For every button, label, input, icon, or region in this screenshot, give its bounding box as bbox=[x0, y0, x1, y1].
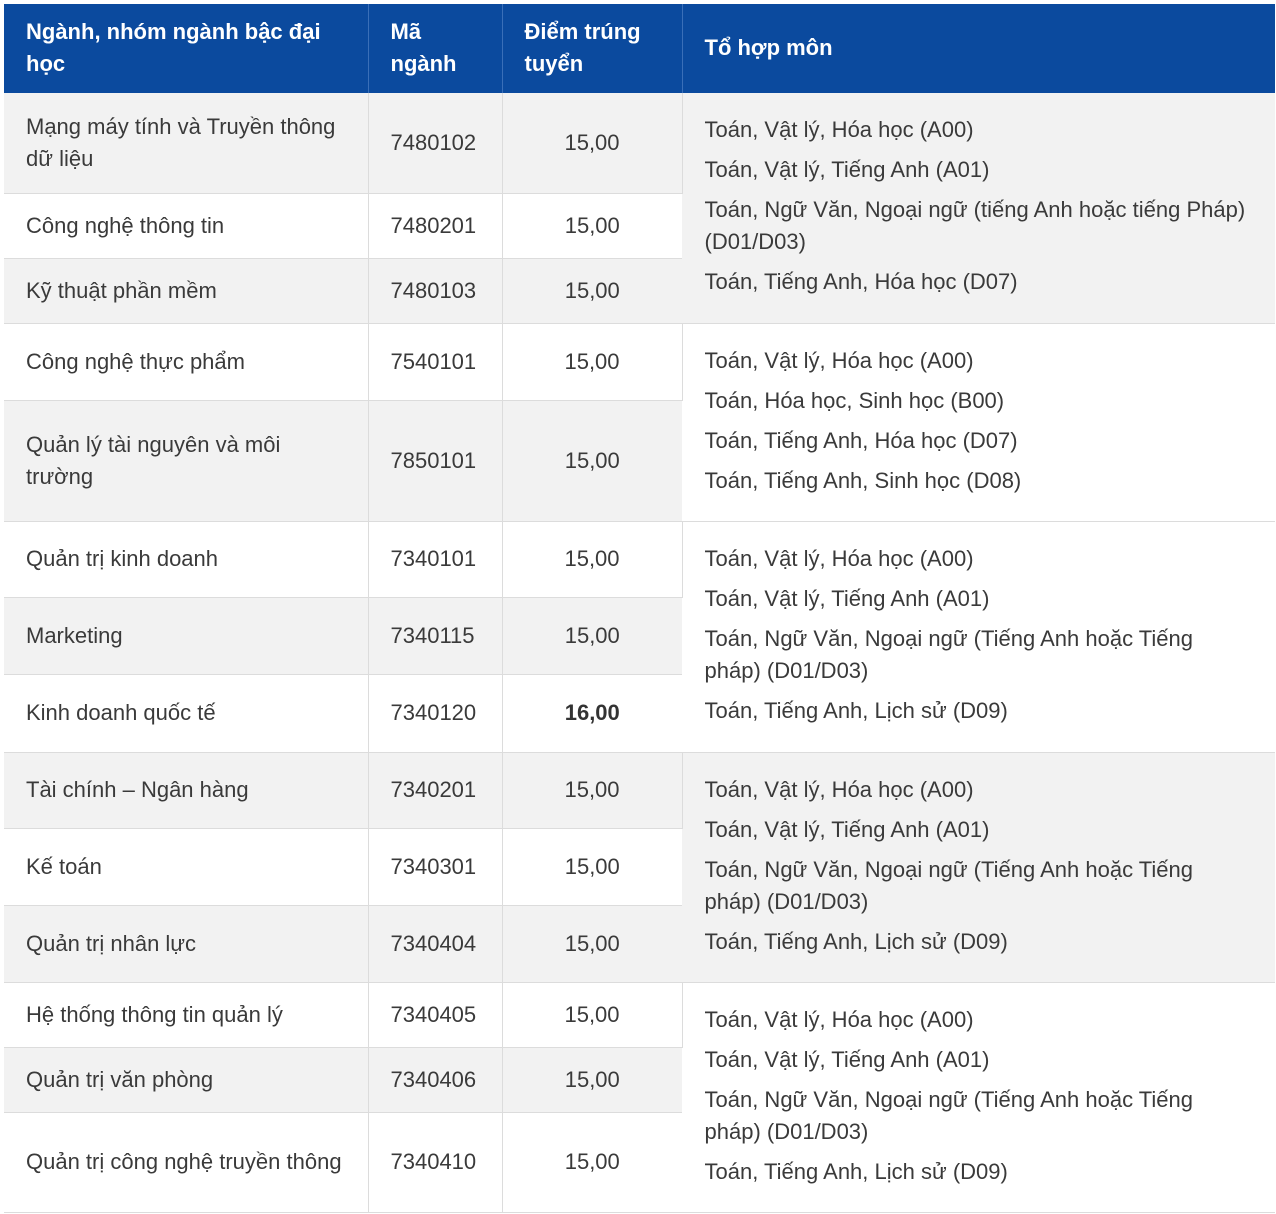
major-score: 15,00 bbox=[502, 258, 682, 323]
table-row bbox=[4, 982, 1275, 1047]
combo-item: Toán, Ngữ Văn, Ngoại ngữ (Tiếng Anh hoặc Tiếng pháp) (D01/D03) bbox=[704, 626, 1194, 683]
combo-item: Toán, Vật lý, Hóa học (A00) bbox=[704, 546, 974, 571]
subject-combinations bbox=[682, 752, 1275, 982]
combo-item: Toán, Vật lý, Tiếng Anh (A01) bbox=[704, 1046, 990, 1072]
combo-item: Toán, Vật lý, Hóa học (A00) bbox=[704, 117, 974, 143]
combo-item: Toán, Vật lý, Tiếng Anh (A01) bbox=[704, 157, 990, 183]
major-code: 7340201 bbox=[368, 752, 502, 828]
major-name: Marketing bbox=[4, 597, 368, 674]
combo-item: Toán, Tiếng Anh, Sinh học (D08) bbox=[704, 467, 1022, 493]
header-major: Ngành, nhóm ngành bậc đại học bbox=[4, 4, 368, 93]
table-body bbox=[4, 93, 1275, 1212]
major-score: 15,00 bbox=[502, 521, 682, 597]
table-header bbox=[4, 4, 1275, 93]
major-name: Quản trị nhân lực bbox=[4, 905, 368, 982]
combo-item: Toán, Vật lý, Hóa học (A00) bbox=[704, 1006, 974, 1032]
major-name: Kế toán bbox=[4, 828, 368, 905]
major-code: 7340115 bbox=[368, 597, 502, 674]
major-score: 15,00 bbox=[502, 400, 682, 521]
major-name: Hệ thống thông tin quản lý bbox=[4, 982, 368, 1047]
major-code: 7340406 bbox=[368, 1047, 502, 1112]
major-score: 15,00 bbox=[502, 828, 682, 905]
major-code: 7540101 bbox=[368, 323, 502, 400]
major-name: Công nghệ thông tin bbox=[4, 193, 368, 258]
major-code: 7340101 bbox=[368, 521, 502, 597]
major-score: 15,00 bbox=[502, 323, 682, 400]
major-code: 7340120 bbox=[368, 674, 502, 752]
header-code: Mã ngành bbox=[368, 4, 502, 93]
combo-item: Toán, Vật lý, Hóa học (A00) bbox=[704, 347, 974, 373]
subject-combinations bbox=[682, 982, 1275, 1212]
combo-item: Toán, Ngữ Văn, Ngoại ngữ (Tiếng Anh hoặc Tiếng pháp) (D01/D03) bbox=[704, 1086, 1194, 1144]
combo-item: Toán, Vật lý, Tiếng Anh (A01) bbox=[704, 586, 990, 611]
table-row bbox=[4, 752, 1275, 828]
major-code: 7340301 bbox=[368, 828, 502, 905]
combo-item: Toán, Tiếng Anh, Hóa học (D07) bbox=[704, 269, 1018, 295]
combo-item: Toán, Tiếng Anh, Lịch sử (D09) bbox=[704, 1158, 1008, 1184]
major-name: Quản trị kinh doanh bbox=[4, 521, 368, 597]
table-row bbox=[4, 323, 1275, 400]
admission-table-container bbox=[4, 4, 1275, 1213]
major-name: Kỹ thuật phần mềm bbox=[4, 258, 368, 323]
admission-scores-table bbox=[4, 4, 1275, 1213]
combo-item: Toán, Vật lý, Hóa học (A00) bbox=[704, 776, 974, 802]
major-code: 7340404 bbox=[368, 905, 502, 982]
table-row bbox=[4, 93, 1275, 193]
major-score: 15,00 bbox=[502, 1047, 682, 1112]
combo-item: Toán, Tiếng Anh, Lịch sử (D09) bbox=[704, 698, 1008, 723]
subject-combinations bbox=[682, 323, 1275, 521]
major-name: Tài chính – Ngân hàng bbox=[4, 752, 368, 828]
combo-item: Toán, Tiếng Anh, Hóa học (D07) bbox=[704, 427, 1018, 453]
major-score: 15,00 bbox=[502, 752, 682, 828]
major-name: Quản lý tài nguyên và môi trường bbox=[4, 400, 368, 521]
major-code: 7480103 bbox=[368, 258, 502, 323]
header-score: Điểm trúng tuyển bbox=[502, 4, 682, 93]
major-score: 15,00 bbox=[502, 193, 682, 258]
subject-combinations bbox=[682, 521, 1275, 752]
major-name: Mạng máy tính và Truyền thông dữ liệu bbox=[4, 93, 368, 193]
major-code: 7340410 bbox=[368, 1112, 502, 1212]
combo-item: Toán, Ngữ Văn, Ngoại ngữ (tiếng Anh hoặc tiếng Pháp) (D01/D03) bbox=[704, 197, 1246, 255]
major-score: 15,00 bbox=[502, 1112, 682, 1212]
major-code: 7850101 bbox=[368, 400, 502, 521]
table-row bbox=[4, 521, 1275, 597]
header-combo: Tổ hợp môn bbox=[682, 4, 1275, 93]
major-score: 15,00 bbox=[502, 93, 682, 193]
major-score: 15,00 bbox=[502, 597, 682, 674]
major-score: 15,00 bbox=[502, 982, 682, 1047]
major-name: Công nghệ thực phẩm bbox=[4, 323, 368, 400]
major-name: Quản trị văn phòng bbox=[4, 1047, 368, 1112]
combo-item: Toán, Hóa học, Sinh học (B00) bbox=[704, 387, 1005, 413]
major-score: 16,00 bbox=[502, 674, 682, 752]
combo-item: Toán, Tiếng Anh, Lịch sử (D09) bbox=[704, 928, 1008, 954]
combo-item: Toán, Vật lý, Tiếng Anh (A01) bbox=[704, 816, 990, 842]
major-score: 15,00 bbox=[502, 905, 682, 982]
major-code: 7340405 bbox=[368, 982, 502, 1047]
major-name: Quản trị công nghệ truyền thông bbox=[4, 1112, 368, 1212]
subject-combinations bbox=[682, 93, 1275, 323]
combo-item: Toán, Ngữ Văn, Ngoại ngữ (Tiếng Anh hoặc Tiếng pháp) (D01/D03) bbox=[704, 856, 1194, 914]
major-name: Kinh doanh quốc tế bbox=[4, 674, 368, 752]
major-code: 7480201 bbox=[368, 193, 502, 258]
major-code: 7480102 bbox=[368, 93, 502, 193]
